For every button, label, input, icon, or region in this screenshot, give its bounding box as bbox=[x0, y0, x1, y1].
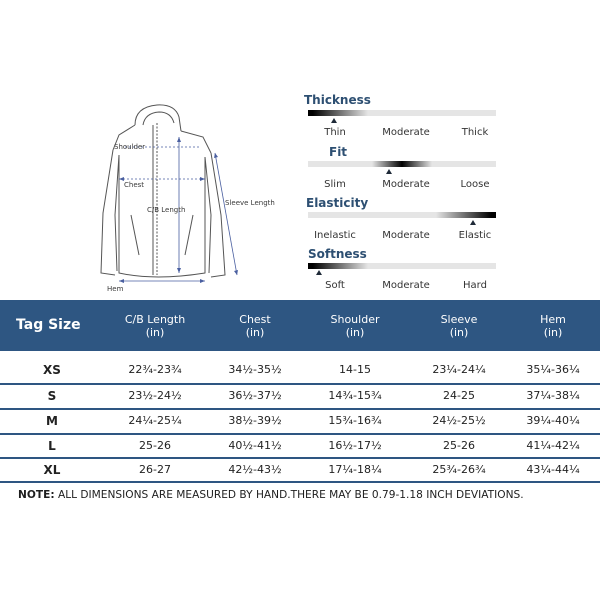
measurement-note bbox=[18, 489, 598, 501]
value-cell: 40½-41½ bbox=[228, 439, 282, 452]
value-cell: 38½-39½ bbox=[228, 414, 282, 427]
jacket-outline-icon bbox=[95, 95, 295, 300]
column-unit: (in) bbox=[145, 325, 165, 339]
value-cell: 37¼-38¼ bbox=[526, 389, 580, 402]
attr-option: Slim bbox=[324, 179, 346, 190]
attr-scale-bar bbox=[308, 212, 496, 218]
attr-option: Loose bbox=[460, 179, 490, 190]
column-unit: (in) bbox=[543, 325, 563, 339]
size-cell: XS bbox=[43, 363, 61, 377]
size-cell: S bbox=[47, 389, 57, 403]
column-header-hem bbox=[508, 300, 598, 351]
table-row bbox=[0, 459, 600, 481]
column-name: Shoulder bbox=[330, 312, 380, 326]
value-cell: 42½-43½ bbox=[228, 463, 282, 476]
column-header-cb-length bbox=[110, 300, 200, 351]
attr-option: Thick bbox=[461, 127, 489, 138]
size-cell: L bbox=[48, 439, 56, 453]
value-cell: 14-15 bbox=[339, 363, 371, 376]
note-text: ALL DIMENSIONS ARE MEASURED BY HAND.THERE MAY BE 0.79-1.18 INCH DEVIATIONS. bbox=[54, 489, 524, 501]
value-cell: 15¾-16¾ bbox=[328, 414, 382, 427]
jacket-measurement-diagram bbox=[95, 95, 295, 300]
note-label: NOTE: bbox=[18, 489, 55, 501]
value-cell: 25-26 bbox=[443, 439, 475, 452]
value-cell: 25¾-26¾ bbox=[432, 463, 486, 476]
attr-title: Softness bbox=[308, 247, 367, 261]
column-header-sleeve bbox=[414, 300, 504, 351]
attr-option: Moderate bbox=[382, 179, 430, 190]
row-divider bbox=[0, 481, 600, 483]
attr-title: Fit bbox=[329, 145, 348, 159]
value-cell: 24½-25½ bbox=[432, 414, 486, 427]
value-cell: 22¾-23¾ bbox=[128, 363, 182, 376]
attr-option: Moderate bbox=[382, 230, 430, 241]
shoulder-label: Shoulder bbox=[114, 143, 146, 151]
value-cell: 39¼-40¼ bbox=[526, 414, 580, 427]
value-cell: 25-26 bbox=[139, 439, 171, 452]
attr-option: Hard bbox=[463, 280, 487, 291]
value-cell: 41¼-42¼ bbox=[526, 439, 580, 452]
table-row bbox=[0, 385, 600, 407]
column-name: C/B Length bbox=[124, 312, 186, 326]
hem-label: Hem bbox=[107, 285, 124, 293]
attr-title: Elasticity bbox=[306, 196, 369, 210]
value-cell: 43¼-44¼ bbox=[526, 463, 580, 476]
value-cell: 23½-24½ bbox=[128, 389, 182, 402]
attr-scale-bar bbox=[308, 263, 496, 269]
attr-scale-bar bbox=[308, 161, 496, 167]
selected-marker-icon bbox=[386, 169, 392, 174]
column-unit: (in) bbox=[449, 325, 469, 339]
column-name: Hem bbox=[540, 312, 566, 326]
attr-option: Elastic bbox=[458, 230, 492, 241]
attr-option: Moderate bbox=[382, 127, 430, 138]
size-cell: XL bbox=[43, 463, 61, 477]
selected-marker-icon bbox=[470, 220, 476, 225]
value-cell: 16½-17½ bbox=[328, 439, 382, 452]
table-row bbox=[0, 359, 600, 381]
chest-label: Chest bbox=[124, 181, 145, 189]
attr-title: Thickness bbox=[304, 93, 371, 107]
value-cell: 24¼-25¼ bbox=[128, 414, 182, 427]
value-cell: 17¼-18¼ bbox=[328, 463, 382, 476]
attr-option: Moderate bbox=[382, 280, 430, 291]
size-cell: M bbox=[46, 414, 58, 428]
attr-option: Thin bbox=[324, 127, 346, 138]
column-header-chest bbox=[210, 300, 300, 351]
value-cell: 23¼-24¼ bbox=[432, 363, 486, 376]
tag-size-header: Tag Size bbox=[16, 317, 81, 333]
attr-option: Soft bbox=[325, 280, 345, 291]
selected-marker-icon bbox=[316, 270, 322, 275]
table-row bbox=[0, 435, 600, 457]
value-cell: 26-27 bbox=[139, 463, 171, 476]
value-cell: 24-25 bbox=[443, 389, 475, 402]
value-cell: 36½-37½ bbox=[228, 389, 282, 402]
column-name: Sleeve bbox=[440, 312, 478, 326]
column-unit: (in) bbox=[345, 325, 365, 339]
value-cell: 34½-35½ bbox=[228, 363, 282, 376]
column-unit: (in) bbox=[245, 325, 265, 339]
column-header-shoulder bbox=[310, 300, 400, 351]
column-name: Chest bbox=[239, 312, 271, 326]
table-row bbox=[0, 410, 600, 432]
value-cell: 35¼-36¼ bbox=[526, 363, 580, 376]
attr-option: Inelastic bbox=[314, 230, 356, 241]
cb-length-label: C/B Length bbox=[147, 206, 186, 214]
value-cell: 14¾-15¾ bbox=[328, 389, 382, 402]
size-table-header bbox=[0, 300, 600, 351]
sleeve-length-label: Sleeve Length bbox=[225, 199, 275, 207]
selected-marker-icon bbox=[331, 118, 337, 123]
attr-scale-bar bbox=[308, 110, 496, 116]
